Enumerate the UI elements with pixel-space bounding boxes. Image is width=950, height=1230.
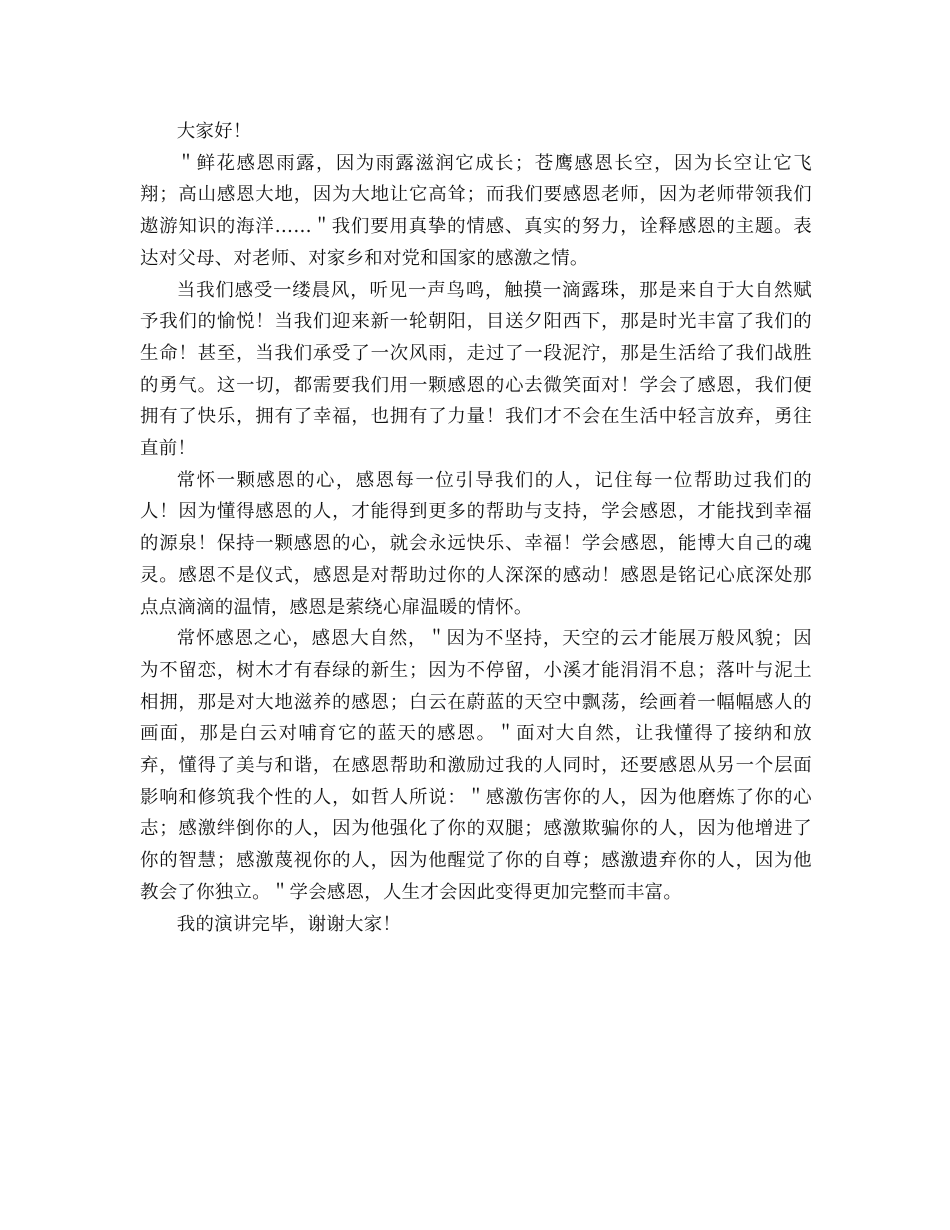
closing-paragraph: 我的演讲完毕，谢谢大家！ <box>176 913 402 935</box>
body-paragraph: 常怀一颗感恩的心，感恩每一位引导我们的人，记住每一位帮助过我们的人！因为懂得感恩的人，才能得到更多的帮助与支持，学会感恩，才能找到幸福的源泉！保持一颗感恩的心，就会永远快乐、幸福！学会感恩，能博大自己的魂灵。感恩不是仪式，感恩是对帮助过你的人深深的感动！感恩是铭记心底深处那点点滴滴的温情，感恩是萦绕心扉温暖的情怀。 <box>140 469 812 618</box>
body-paragraph: ＂鲜花感恩雨露，因为雨露滋润它成长；苍鹰感恩长空，因为长空让它飞翔；高山感恩大地，因为大地让它高耸；而我们要感恩老师，因为老师带领我们遨游知识的海洋……＂我们要用真挚的情感、真实的努力，诠释感恩的主题。表达对父母、对老师、对家乡和对党和国家的感激之情。 <box>140 152 812 269</box>
greeting-paragraph: 大家好！ <box>176 121 252 142</box>
body-paragraph: 常怀感恩之心，感恩大自然，＂因为不坚持，天空的云才能展万般风貌；因为不留恋，树木才有春绿的新生；因为不停留，小溪才能涓涓不息；落叶与泥土相拥，那是对大地滋养的感恩；白云在蔚蓝的天空中飘荡，绘画着一幅幅感人的画面，那是白云对哺育它的蓝天的感恩。＂面对大自然，让我懂得了接纳和放弃，懂得了美与和谐，在感恩帮助和激励过我的人同时，还要感恩从另一个层面影响和修筑我个性的人，如哲人所说：＂感激伤害你的人，因为他磨炼了你的心志；感激绊倒你的人，因为他强化了你的双腿；感激欺骗你的人，因为他增进了你的智慧；感激蔑视你的人，因为他醒觉了你的自尊；感激遗弃你的人，因为他教会了你独立。＂学会感恩，人生才会因此变得更加完整而丰富。 <box>140 628 812 903</box>
body-paragraph: 当我们感受一缕晨风，听见一声鸟鸣，触摸一滴露珠，那是来自于大自然赋予我们的愉悦！当我们迎来新一轮朝阳，目送夕阳西下，那是时光丰富了我们的生命！甚至，当我们承受了一次风雨，走过了一段泥泞，那是生活给了我们战胜的勇气。这一切，都需要我们用一颗感恩的心去微笑面对！学会了感恩，我们便拥有了快乐，拥有了幸福，也拥有了力量！我们才不会在生活中轻言放弃，勇往直前！ <box>140 279 812 460</box>
speech-document <box>140 116 812 940</box>
